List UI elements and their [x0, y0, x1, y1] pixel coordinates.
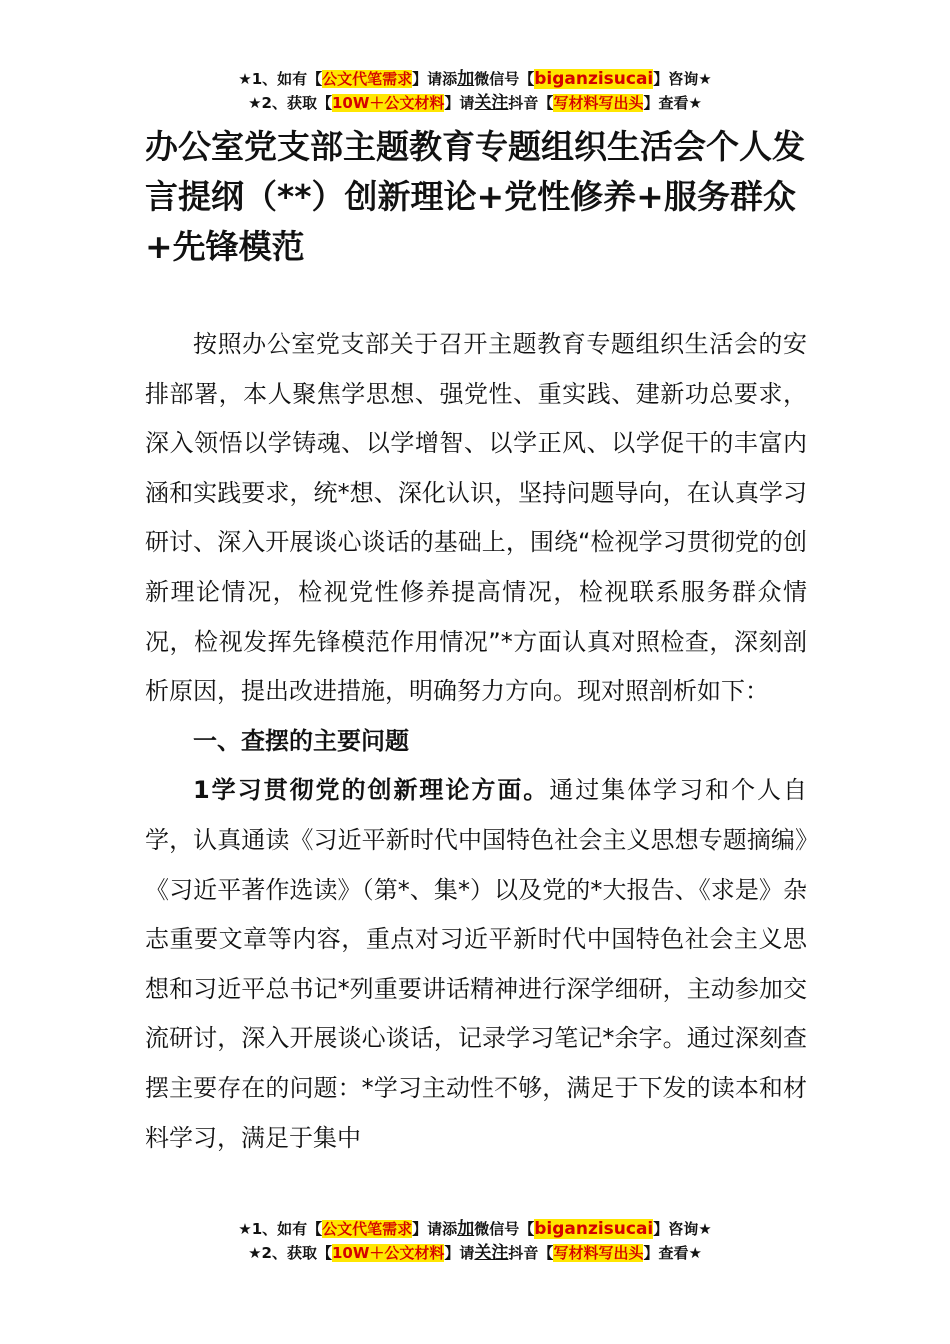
- banner-underline: 加: [457, 1219, 475, 1239]
- header-banner: [0, 67, 950, 115]
- document-body: [145, 320, 807, 1163]
- banner-text: 】请添: [412, 1220, 458, 1238]
- footer-banner: [0, 1217, 950, 1265]
- banner-text: 】查看★: [643, 94, 702, 112]
- banner-underline: 关注: [474, 93, 509, 113]
- banner-text: 抖音【: [508, 94, 554, 112]
- intro-paragraph: 按照办公室党支部关于召开主题教育专题组织生活会的安排部署，本人聚焦学思想、强党性、重实践、建新功总要求，深入领悟以学铸魂、以学增智、以学正风、以学促干的丰富内涵和实践要求，统*想、深化认识，坚持问题导向，在认真学习研讨、深入开展谈心谈话的基础上，围绕“检视学习贯彻党的创新理论情况，检视党性修养提高情况，检视联系服务群众情况，检视发挥先锋模范作用情况”*方面认真对照检查，深刻剖析原因，提出改进措施，明确努力方向。现对照剖析如下：: [145, 330, 807, 706]
- banner-line-2: [0, 1241, 950, 1265]
- banner-line-1: [0, 67, 950, 91]
- banner-highlight: 写材料写出头: [553, 1244, 644, 1262]
- banner-highlight: 写材料写出头: [553, 94, 644, 112]
- banner-highlight: 10W＋公文材料: [331, 94, 445, 112]
- banner-highlight: biganzisucai: [534, 69, 654, 89]
- banner-text: 抖音【: [508, 1244, 554, 1262]
- item-lead: 1学习贯彻党的创新理论方面。: [193, 776, 550, 805]
- banner-underline: 加: [457, 69, 475, 89]
- banner-text: 】咨询★: [653, 1220, 712, 1238]
- banner-text: 】请添: [412, 70, 458, 88]
- banner-text: ★1、如有【: [238, 1220, 323, 1238]
- banner-highlight: biganzisucai: [534, 1219, 654, 1239]
- banner-text: 微信号【: [474, 70, 535, 88]
- banner-text: ★2、获取【: [248, 1244, 332, 1262]
- banner-line-1: [0, 1217, 950, 1241]
- item-paragraph: [145, 766, 807, 1163]
- section-heading: 一、查摆的主要问题: [193, 726, 409, 755]
- banner-text: 】咨询★: [653, 70, 712, 88]
- banner-highlight: 10W＋公文材料: [331, 1244, 445, 1262]
- banner-text: 】请: [444, 1244, 475, 1262]
- banner-text: 微信号【: [474, 1220, 535, 1238]
- banner-underline: 关注: [474, 1243, 509, 1263]
- banner-text: 】查看★: [643, 1244, 702, 1262]
- banner-line-2: [0, 91, 950, 115]
- banner-text: ★1、如有【: [238, 70, 323, 88]
- banner-text: 】请: [444, 94, 475, 112]
- banner-highlight: 公文代笔需求: [322, 1220, 413, 1238]
- banner-highlight: 公文代笔需求: [322, 70, 413, 88]
- item-text: 通过集体学习和个人自学，认真通读《习近平新时代中国特色社会主义思想专题摘编》《习近平著作选读》（第*、集*）以及党的*大报告、《求是》杂志重要文章等内容，重点对习近平新时代中国特色社会主义思想和习近平总书记*列重要讲话精神进行深学细研，主动参加交流研讨，深入开展谈心谈话，记录学习笔记*余字。通过深刻查摆主要存在的问题：*学习主动性不够，满足于下发的读本和材料学习，满足于集中: [145, 776, 808, 1152]
- banner-text: ★2、获取【: [248, 94, 332, 112]
- document-title: 办公室党支部主题教育专题组织生活会个人发言提纲（**）创新理论+党性修养+服务群众+先锋模范: [145, 127, 805, 266]
